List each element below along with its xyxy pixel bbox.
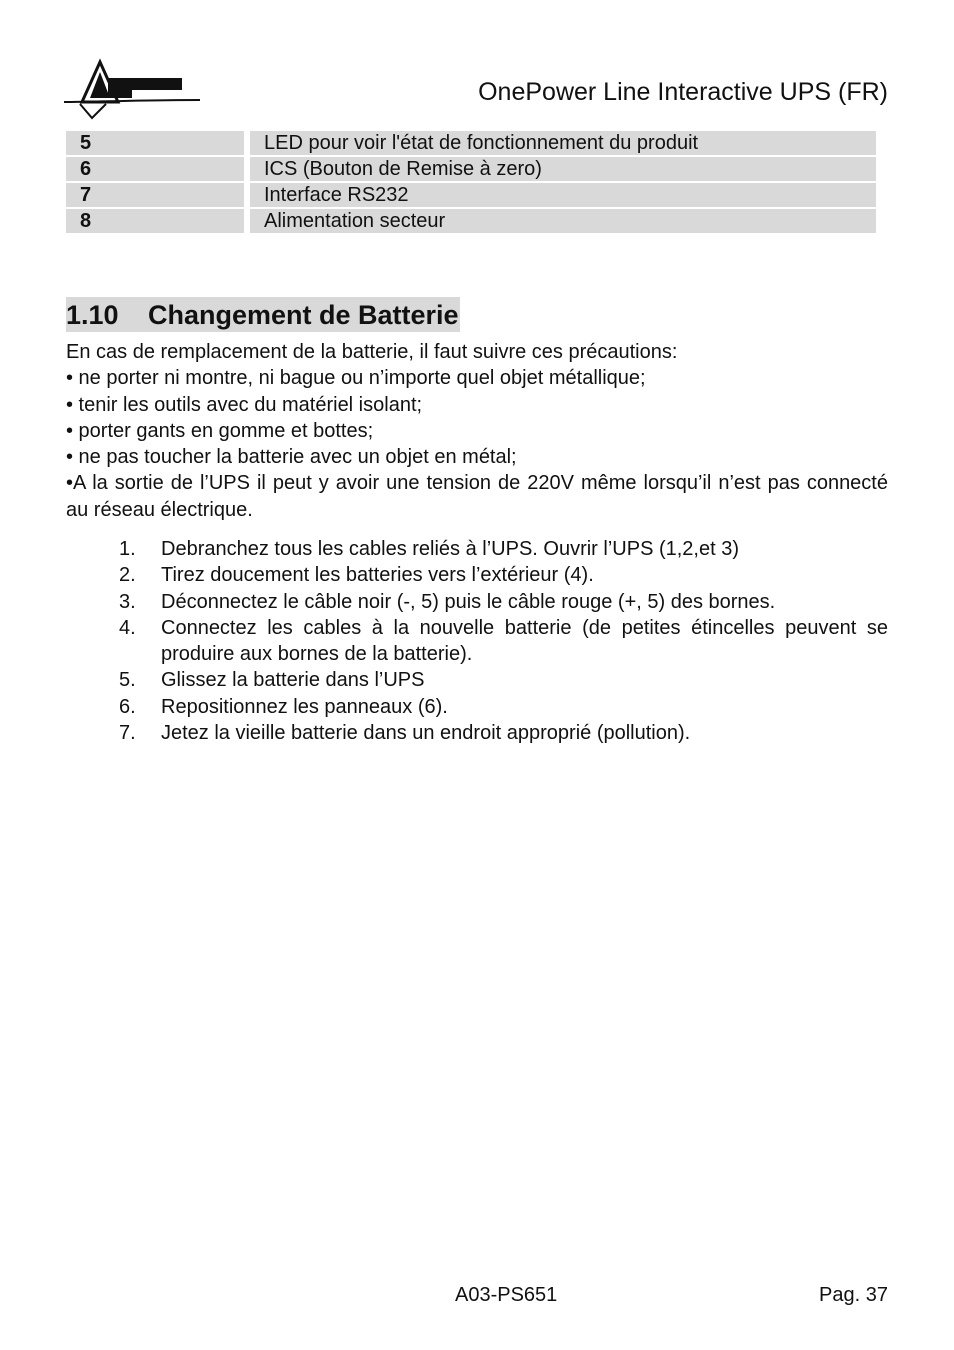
step-text: Connectez les cables à la nouvelle batterie (de petites étincelles peuvent se produire aux bornes de la batterie). bbox=[161, 616, 888, 666]
step-number: 7. bbox=[119, 722, 136, 745]
step-number: 4. bbox=[119, 616, 136, 639]
row-number: 5 bbox=[66, 130, 247, 156]
row-description: LED pour voir l'état de fonctionnement du produit bbox=[247, 130, 882, 156]
step-item bbox=[66, 589, 888, 615]
step-item bbox=[66, 536, 888, 562]
precaution-item: • tenir les outils avec du matériel isolant; bbox=[66, 393, 423, 416]
step-item bbox=[66, 720, 888, 746]
footer-page-number: Pag. 37 bbox=[819, 1284, 888, 1306]
step-number: 1. bbox=[119, 538, 136, 560]
step-number: 2. bbox=[119, 564, 136, 587]
section-title: Changement de Batterie bbox=[148, 300, 459, 330]
step-item bbox=[66, 562, 888, 588]
table-row bbox=[66, 182, 882, 208]
step-text: Tirez doucement les batteries vers l’extérieur (4). bbox=[161, 564, 594, 587]
step-text: Glissez la batterie dans l’UPS bbox=[161, 669, 425, 692]
precaution-item: • ne porter ni montre, ni bague ou n’importe quel objet métallique; bbox=[66, 367, 646, 390]
table-row bbox=[66, 208, 882, 234]
step-number: 6. bbox=[119, 695, 136, 718]
table-row bbox=[66, 130, 882, 156]
precautions-block bbox=[66, 339, 888, 523]
step-text: Déconnectez le câble noir (-, 5) puis le câble rouge (+, 5) des bornes. bbox=[161, 590, 776, 613]
step-text: Repositionnez les panneaux (6). bbox=[161, 695, 448, 718]
component-table bbox=[66, 129, 888, 235]
section-heading bbox=[66, 297, 460, 332]
step-number: 5. bbox=[119, 669, 136, 692]
row-description: ICS (Bouton de Remise à zero) bbox=[247, 156, 882, 182]
row-number: 6 bbox=[66, 156, 247, 182]
precaution-item: • porter gants en gomme et bottes; bbox=[66, 419, 374, 442]
atlantis-logo-icon bbox=[62, 58, 202, 122]
intro-paragraph: En cas de remplacement de la batterie, il faut suivre ces précautions: bbox=[66, 341, 678, 363]
step-text: Jetez la vieille batterie dans un endroit approprié (pollution). bbox=[161, 722, 691, 745]
replacement-steps bbox=[66, 536, 888, 746]
step-item bbox=[66, 615, 888, 668]
row-number: 7 bbox=[66, 182, 247, 208]
step-number: 3. bbox=[119, 590, 136, 613]
row-description: Alimentation secteur bbox=[247, 208, 882, 234]
section-number: 1.10 bbox=[66, 300, 119, 330]
step-item bbox=[66, 694, 888, 720]
row-number: 8 bbox=[66, 208, 247, 234]
document-title: OnePower Line Interactive UPS (FR) bbox=[478, 78, 888, 106]
atlantis-land-logo bbox=[62, 58, 202, 122]
precaution-item: •A la sortie de l’UPS il peut y avoir une tension de 220V même lorsqu’il n’est pas connecté au réseau électrique. bbox=[66, 472, 888, 521]
precaution-item: • ne pas toucher la batterie avec un objet en métal; bbox=[66, 446, 517, 469]
step-text: Debranchez tous les cables reliés à l’UPS. Ouvrir l’UPS (1,2,et 3) bbox=[161, 538, 740, 560]
step-item bbox=[66, 667, 888, 693]
footer-product-code: A03-PS651 bbox=[455, 1284, 558, 1306]
row-description: Interface RS232 bbox=[247, 182, 882, 208]
table-row bbox=[66, 156, 882, 182]
